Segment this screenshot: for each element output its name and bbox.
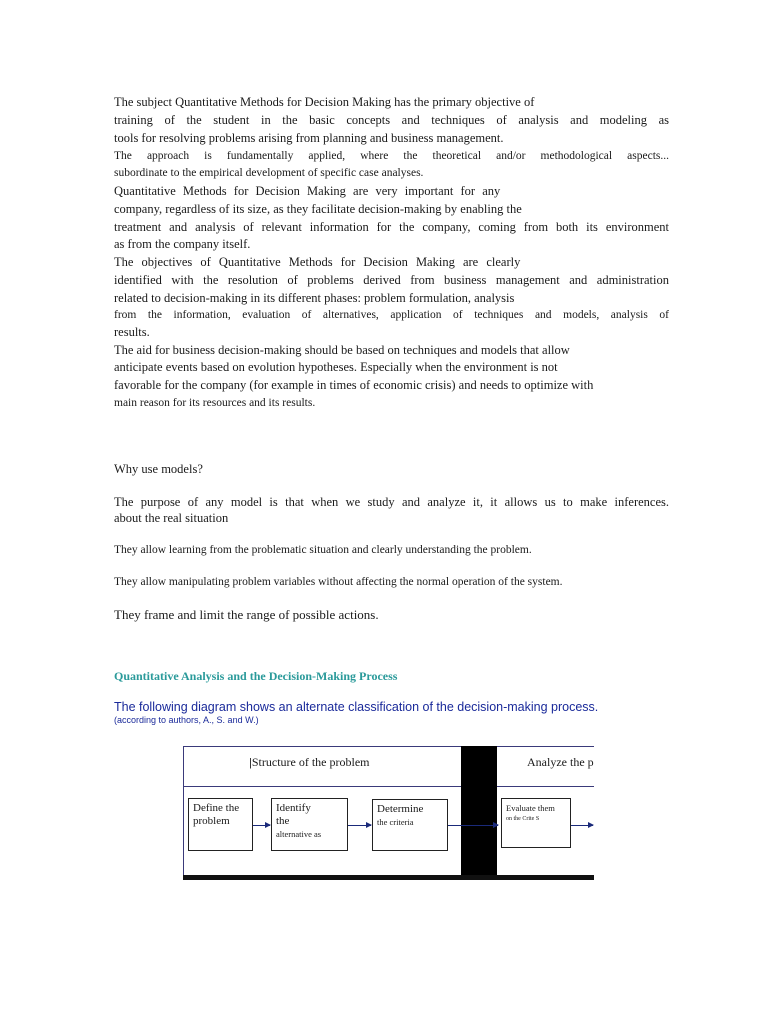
text-line: The aid for business decision-making should be based on techniques and models that allow bbox=[114, 343, 570, 357]
text-line: from the information, evaluation of alternatives, application of techniques and models, analysis of bbox=[114, 309, 669, 321]
text-line: main reason for its resources and its results. bbox=[114, 397, 316, 409]
panel-title-analyze: Analyze the p bbox=[527, 755, 594, 769]
text-line: The approach is fundamentally applied, where the theoretical and/or methodological aspects... bbox=[114, 150, 669, 162]
model-point: They allow learning from the problematic situation and clearly understanding the problem. bbox=[114, 544, 532, 556]
text-line: anticipate events based on evolution hypotheses. Especially when the environment is not bbox=[114, 360, 558, 374]
text-line: company, regardless of its size, as they facilitate decision-making by enabling the bbox=[114, 202, 522, 216]
text-line: related to decision-making in its different phases: problem formulation, analysis bbox=[114, 291, 515, 305]
text-line: treatment and analysis of relevant information for the company, coming from both its environment bbox=[114, 220, 669, 234]
text-line: training of the student in the basic concepts and techniques of analysis and modeling as bbox=[114, 113, 669, 127]
panel-title-structure: |Structure of the problem bbox=[249, 755, 370, 769]
text-line: identified with the resolution of problems derived from business management and administration bbox=[114, 273, 669, 287]
text-line: favorable for the company (for example in times of economic crisis) and needs to optimize with bbox=[114, 378, 594, 392]
text-line: subordinate to the empirical development of specific case analyses. bbox=[114, 167, 424, 179]
diagram-source: (according to authors, A., S. and W.) bbox=[114, 715, 259, 725]
text-line: tools for resolving problems arising from planning and business management. bbox=[114, 131, 504, 145]
text-line: as from the company itself. bbox=[114, 237, 251, 251]
arrow-icon bbox=[448, 825, 498, 826]
text-line: The subject Quantitative Methods for Decision Making has the primary objective of bbox=[114, 95, 535, 109]
model-point: They frame and limit the range of possible actions. bbox=[114, 607, 379, 622]
panel-divider bbox=[497, 786, 594, 787]
arrow-icon bbox=[253, 825, 270, 826]
purpose-text: The purpose of any model is that when we study and analyze it, it allows us to make inferences. bbox=[114, 495, 669, 509]
arrow-icon bbox=[348, 825, 371, 826]
step-identify-alternatives: Identify the alternative as bbox=[271, 798, 348, 851]
process-diagram bbox=[183, 746, 594, 880]
arrow-icon bbox=[571, 825, 593, 826]
step-evaluate: Evaluate them on the Crite S bbox=[501, 798, 571, 848]
purpose-text: about the real situation bbox=[114, 511, 229, 525]
diagram-caption: The following diagram shows an alternate classification of the decision-making process. bbox=[114, 700, 599, 714]
section-heading: Quantitative Analysis and the Decision-Making Process bbox=[114, 669, 398, 683]
text-line: Quantitative Methods for Decision Making are very important for any bbox=[114, 184, 501, 198]
step-define-problem: Define the problem bbox=[188, 798, 253, 851]
divider-bar bbox=[461, 746, 497, 880]
text-line: The objectives of Quantitative Methods for Decision Making are clearly bbox=[114, 255, 521, 269]
question-heading: Why use models? bbox=[114, 462, 203, 476]
text-line: results. bbox=[114, 325, 150, 339]
step-determine-criteria: Determine the criteria bbox=[372, 799, 448, 851]
panel-divider bbox=[184, 786, 461, 787]
bottom-bar bbox=[183, 875, 594, 880]
model-point: They allow manipulating problem variables without affecting the normal operation of the system. bbox=[114, 576, 563, 588]
